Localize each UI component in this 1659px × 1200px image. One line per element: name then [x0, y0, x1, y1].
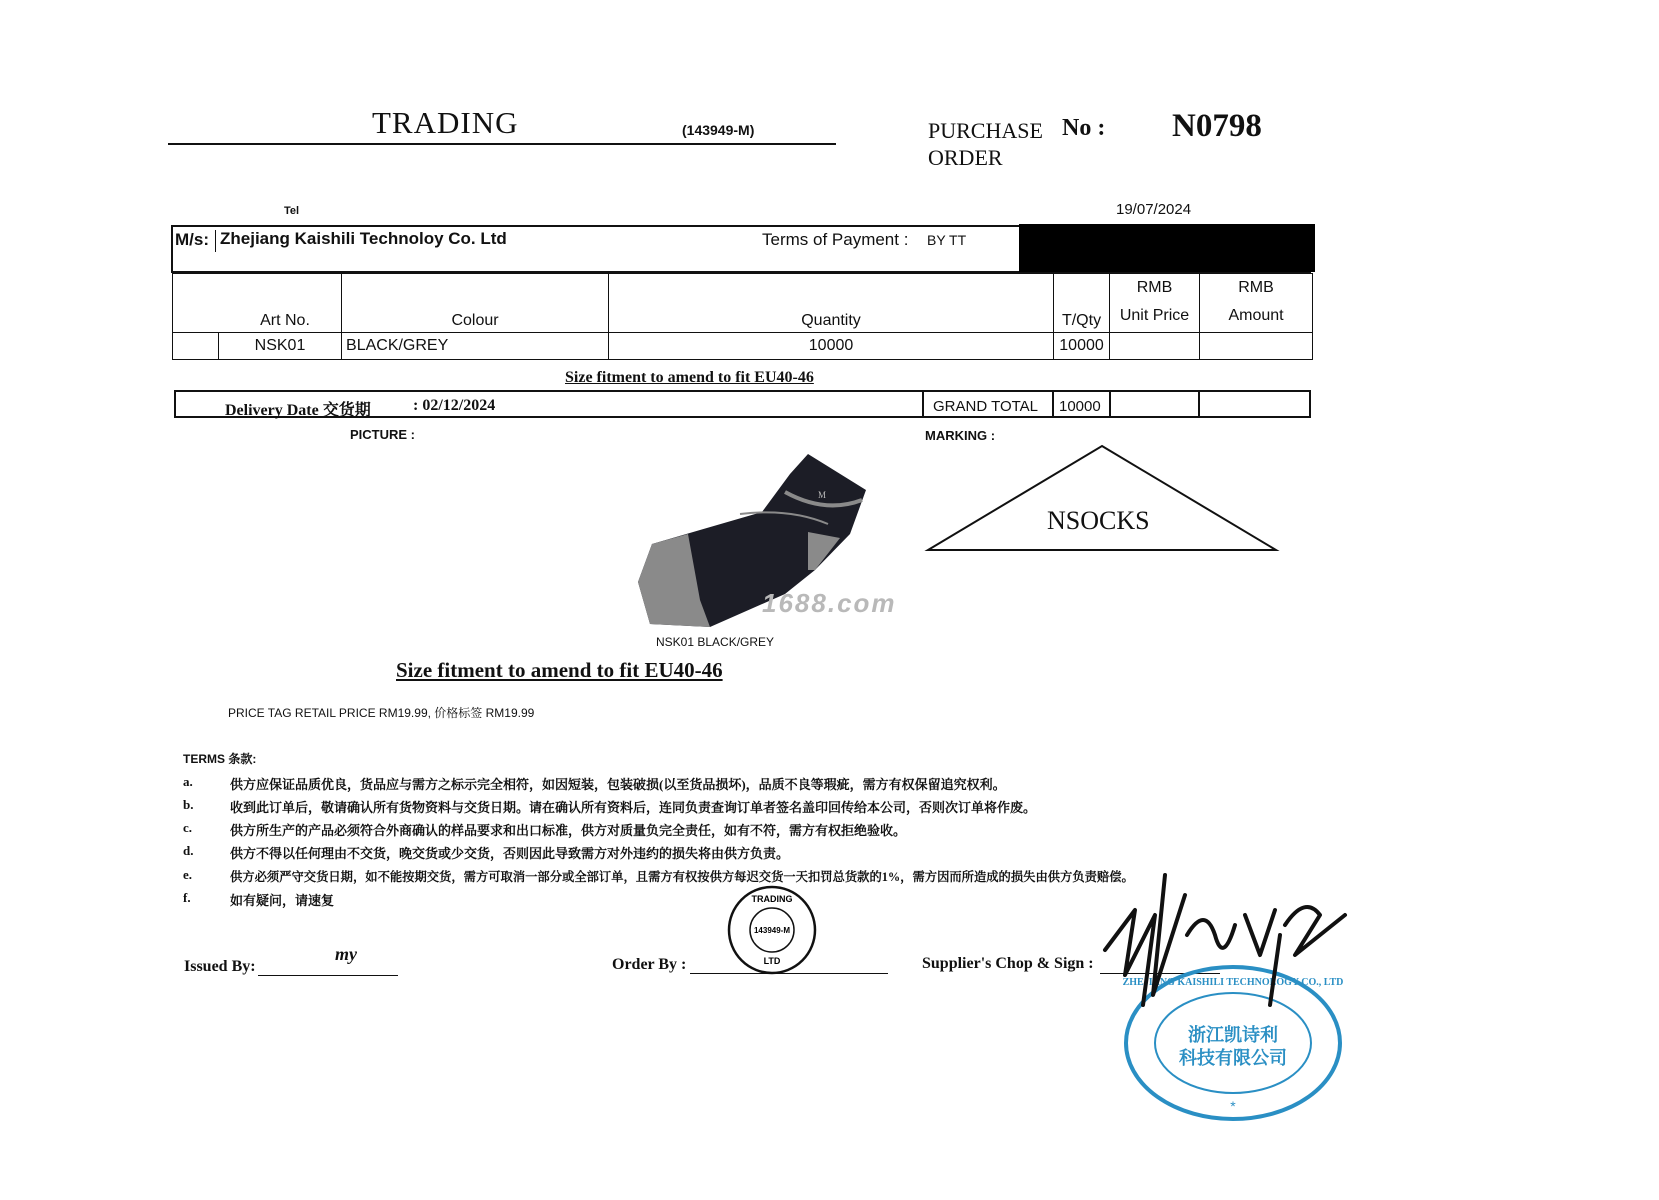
svg-text:M: M	[818, 490, 827, 500]
term-letter: e.	[183, 867, 193, 882]
terms-title: TERMS 条款:	[183, 752, 257, 766]
cell-unit-price	[1110, 333, 1200, 360]
term-text: 供方不得以任何理由不交货，晚交货或少交货，否则因此导致需方对外违约的损失将由供方负责。	[230, 846, 790, 861]
svg-text:TRADING: TRADING	[751, 894, 793, 904]
company-name: TRADING	[372, 105, 519, 140]
ms-label: M/s:	[175, 230, 209, 249]
items-table	[172, 273, 1313, 360]
col-unit-price: RMB Unit Price	[1110, 274, 1200, 333]
table-header-row	[173, 274, 1313, 333]
col-quantity: Quantity	[609, 274, 1054, 333]
term-text: 如有疑问，请速复	[230, 893, 335, 908]
term-letter: d.	[183, 843, 194, 858]
col-t-qty: T/Qty	[1054, 274, 1110, 333]
redaction-block	[1019, 224, 1315, 272]
terms-of-payment-value: BY TT	[927, 232, 967, 248]
svg-text:ZHEJIANG KAISHILI TECHNOLOGY C: ZHEJIANG KAISHILI TECHNOLOGY CO., LTD	[1122, 977, 1344, 988]
total-divider	[1109, 390, 1111, 418]
tel-label: Tel	[284, 205, 300, 217]
term-text: 供方所生产的产品必须符合外商确认的样品要求和出口标准，供方对质量负完全责任，如有不符，需方有权拒绝验收。	[230, 823, 907, 838]
grand-total-qty: 10000	[1059, 398, 1101, 415]
marking-label: MARKING :	[925, 428, 996, 443]
terms-of-payment-label: Terms of Payment :	[762, 230, 909, 249]
table-row	[173, 333, 1313, 360]
issued-by-line	[258, 975, 398, 976]
image-watermark: 1688.com	[762, 588, 897, 618]
supplier-name: Zhejiang Kaishili Technoloy Co. Ltd	[220, 229, 507, 248]
po-number: N0798	[1172, 108, 1262, 144]
term-letter: c.	[183, 820, 193, 835]
cell-colour: BLACK/GREY	[342, 333, 609, 360]
total-divider	[1198, 390, 1200, 418]
col-art-no: Art No.	[173, 274, 342, 333]
issued-by-label: Issued By:	[184, 958, 256, 975]
term-letter: b.	[183, 797, 194, 812]
cell-amount	[1200, 333, 1313, 360]
po-date: 19/07/2024	[1116, 201, 1192, 218]
cell-art-no: NSK01	[219, 333, 342, 360]
document-title: PURCHASE ORDER	[928, 118, 1043, 170]
fitment-instruction: Size fitment to amend to fit EU40-46	[396, 658, 723, 682]
delivery-date-value: : 02/12/2024	[413, 397, 496, 414]
term-letter: f.	[183, 890, 191, 905]
cell-quantity: 10000	[609, 333, 1054, 360]
company-stamp	[726, 884, 818, 976]
total-divider	[922, 390, 924, 418]
price-tag-note: PRICE TAG RETAIL PRICE RM19.99, 价格标签 RM19.99	[228, 706, 535, 720]
term-text: 供方必须严守交货日期，如不能按期交货，需方可取消一部分或全部订单，且需方有权按供方每迟交货一天扣罚总货款的1%，需方因而所造成的损失由供方负责赔偿。	[230, 870, 1134, 884]
delivery-date-label: Delivery Date 交货期	[225, 402, 371, 419]
order-by-label: Order By :	[612, 956, 687, 973]
picture-label: PICTURE :	[350, 427, 415, 442]
registration-number: (143949-M)	[682, 122, 755, 138]
product-caption: NSK01 BLACK/GREY	[656, 635, 775, 649]
svg-text:LTD: LTD	[763, 956, 781, 966]
issued-by-initials: my	[335, 944, 357, 964]
col-amount: RMB Amount	[1200, 274, 1313, 333]
po-number-label: No :	[1062, 115, 1106, 141]
svg-text:*: *	[1230, 1098, 1236, 1114]
cell-t-qty: 10000	[1054, 333, 1110, 360]
header-divider	[168, 143, 836, 145]
term-text: 收到此订单后，敬请确认所有货物资料与交货日期。请在确认所有资料后，连同负责查询订单者签名盖印回传给本公司，否则次订单将作废。	[230, 800, 1037, 815]
svg-text:143949-M: 143949-M	[753, 926, 791, 935]
svg-text:浙江凯诗利: 浙江凯诗利	[1188, 1025, 1278, 1046]
marking-text: NSOCKS	[1047, 506, 1150, 535]
fitment-note: Size fitment to amend to fit EU40-46	[565, 369, 814, 386]
col-colour: Colour	[342, 274, 609, 333]
ms-divider	[215, 230, 216, 252]
term-text: 供方应保证品质优良，货品应与需方之标示完全相符，如因短装，包装破损(以至货品损坏)，品质不良等瑕疵，需方有权保留追究权利。	[230, 777, 1006, 792]
total-divider	[1052, 390, 1054, 418]
supplier-signature	[1095, 855, 1351, 1015]
grand-total-label: GRAND TOTAL	[933, 398, 1039, 415]
row-index-cell	[173, 333, 219, 360]
term-letter: a.	[183, 774, 193, 789]
marking-triangle	[924, 444, 1280, 554]
svg-text:科技有限公司: 科技有限公司	[1179, 1048, 1287, 1069]
supplier-chop-label: Supplier's Chop & Sign :	[922, 955, 1094, 972]
